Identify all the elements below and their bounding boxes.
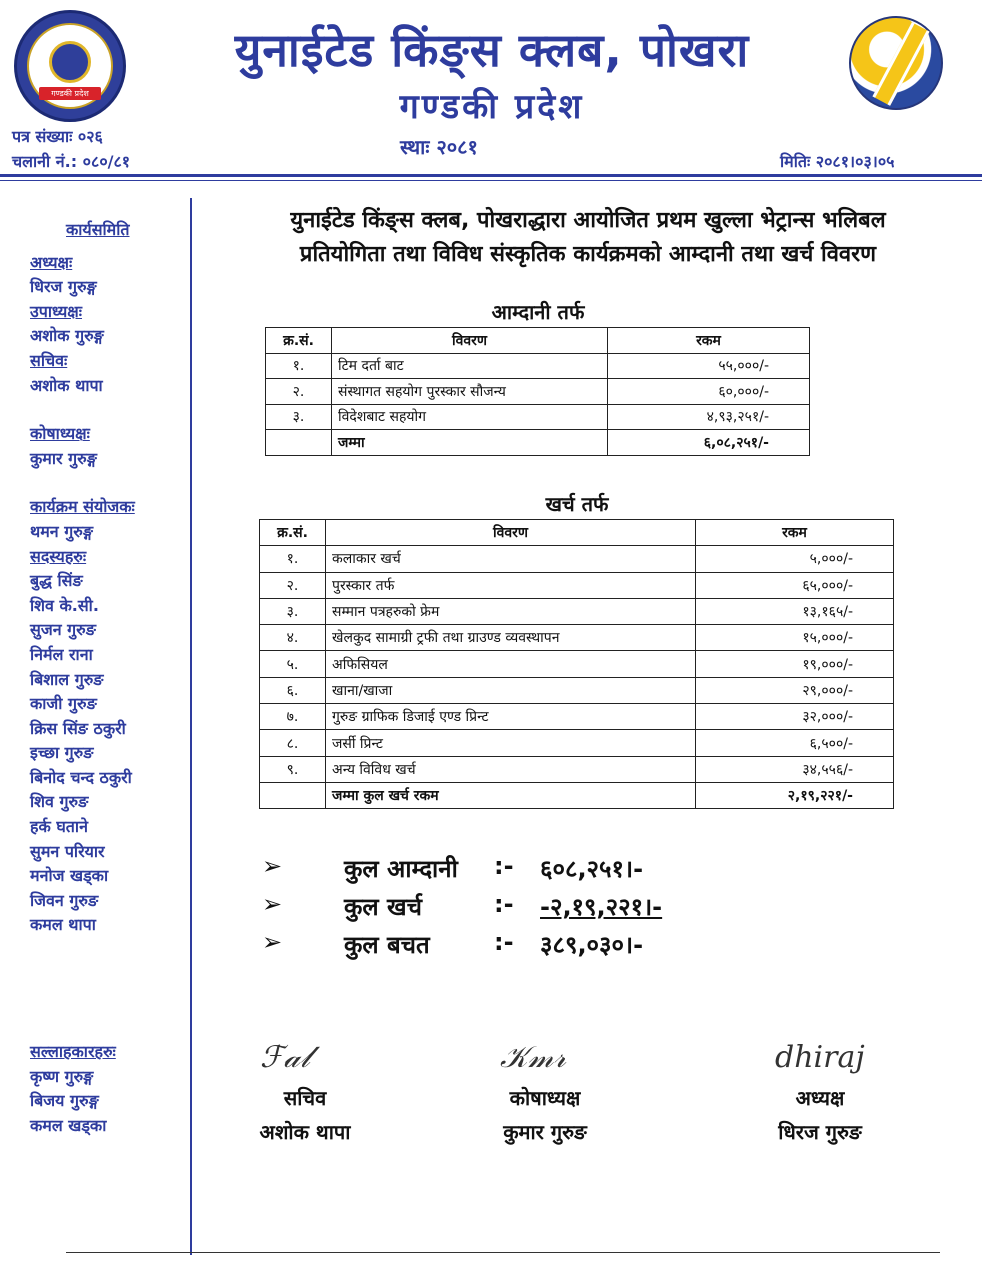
row-number: ८. [260, 730, 326, 756]
committee-member: अशोक थापा [30, 375, 103, 395]
committee-member: धिरज गुरुङ्ग [30, 277, 97, 297]
column-header: रकम [696, 520, 894, 546]
row-number: १. [260, 546, 326, 572]
committee-member: इच्छा गुरुङ [30, 743, 94, 763]
row-amount: २९,०००/- [696, 677, 894, 703]
income-title: आम्दानी तर्फ [491, 300, 585, 324]
row-number: १. [266, 353, 332, 379]
row-description: अन्य विविध खर्च [326, 756, 696, 782]
committee-heading: कार्यक्रम संयोजकः [30, 497, 135, 517]
total-row [266, 430, 810, 456]
row-description: खेलकुद सामाग्री ट्रफी तथा ग्राउण्ड व्यवस्थापन [326, 625, 696, 651]
committee-member: कुमार गुरुङ्ग [30, 448, 97, 468]
row-number: २. [260, 572, 326, 598]
total-empty-cell [260, 782, 326, 808]
row-number: ३. [260, 598, 326, 624]
total-summary-value: -२,१९,२२१।- [540, 893, 663, 921]
row-amount: ३४,५५६/- [696, 756, 894, 782]
province-name: गण्डकी प्रदेश [399, 87, 585, 127]
header-divider-thin [0, 180, 982, 181]
total-empty-cell [266, 430, 332, 456]
table-row [260, 756, 894, 782]
expense-table [259, 519, 894, 809]
committee-member: कमल थापा [30, 915, 96, 935]
signatory-name: कुमार गुरुङ [503, 1120, 587, 1144]
signature-scrawl: dhiraj [775, 1040, 865, 1075]
total-summary-label: कुल खर्च [344, 893, 422, 921]
logo-emblem-icon [49, 41, 91, 83]
row-number: ६. [260, 677, 326, 703]
letter-number: पत्र संख्याः ०२६ [12, 127, 103, 146]
committee-member: मनोज खड्का [30, 866, 109, 886]
club-logo [14, 10, 126, 122]
row-description: टिम दर्ता बाट [332, 353, 608, 379]
total-summary-separator: :- [494, 928, 514, 956]
total-summary-row [262, 852, 722, 890]
committee-member: जिवन गुरुङ [30, 890, 99, 910]
committee-member: थमन गुरुङ्ग [30, 521, 93, 541]
committee-list [30, 218, 190, 938]
committee-member: सुमन परियार [30, 841, 105, 861]
row-amount: ३२,०००/- [696, 704, 894, 730]
total-summary-separator: :- [494, 852, 514, 880]
row-amount: ५,०००/- [696, 546, 894, 572]
table-row [260, 546, 894, 572]
total-summary-value: ६०८,२५१।- [540, 855, 644, 883]
logo-banner: गण्डकी प्रदेश [39, 87, 101, 100]
committee-member: बिनोद चन्द ठकुरी [30, 767, 132, 787]
row-amount: ६५,०००/- [696, 572, 894, 598]
income-table [265, 327, 810, 456]
committee-member: अशोक गुरुङ्ग [30, 326, 104, 346]
committee-heading: कोषाध्यक्षः [30, 424, 90, 444]
committee-member: निर्मल राना [30, 644, 93, 664]
row-amount: ६,५००/- [696, 730, 894, 756]
report-heading [208, 204, 968, 272]
column-header: विवरण [332, 328, 608, 354]
row-description: खाना/खाजा [326, 677, 696, 703]
volleyball-icon [849, 16, 943, 110]
row-number: ९. [260, 756, 326, 782]
column-header: क्र.सं. [266, 328, 332, 354]
committee-member: बिजय गुरुङ्ग [30, 1091, 99, 1111]
total-summary-value: ३८९,०३०।- [540, 931, 644, 959]
committee-heading: कार्यसमिति [66, 220, 130, 239]
table-row [266, 379, 810, 405]
row-number: ३. [266, 404, 332, 430]
total-label: जम्मा [332, 430, 608, 456]
total-summary-separator: :- [494, 890, 514, 918]
committee-member: काजी गुरुङ [30, 694, 97, 714]
signatory-name: अशोक थापा [259, 1120, 351, 1144]
advisors-list [30, 1040, 190, 1138]
totals-summary [262, 852, 722, 966]
total-row [260, 782, 894, 808]
signatory-name: धिरज गुरुङ [778, 1120, 862, 1144]
row-description: सम्मान पत्रहरुको फ्रेम [326, 598, 696, 624]
established-year: स्थाः २०८१ [400, 135, 478, 159]
row-amount: १३,१६५/- [696, 598, 894, 624]
row-amount: ६०,०००/- [608, 379, 810, 405]
row-description: संस्थागत सहयोग पुरस्कार सौजन्य [332, 379, 608, 405]
committee-member: कमल खड्का [30, 1115, 107, 1135]
committee-member: कृष्ण गुरुङ्ग [30, 1066, 94, 1086]
table-row [260, 651, 894, 677]
committee-heading: सदस्यहरुः [30, 546, 87, 566]
column-header: क्र.सं. [260, 520, 326, 546]
table-row [260, 598, 894, 624]
letter-date: मितिः २०८१।०३।०५ [780, 152, 895, 171]
row-number: २. [266, 379, 332, 405]
row-amount: ४,९३,२५१/- [608, 404, 810, 430]
table-row [266, 404, 810, 430]
arrow-icon: ➢ [262, 890, 283, 918]
row-amount: ५५,०००/- [608, 353, 810, 379]
row-description: विदेशबाट सहयोग [332, 404, 608, 430]
column-header: विवरण [326, 520, 696, 546]
arrow-icon: ➢ [262, 852, 283, 880]
footer-divider [66, 1252, 940, 1253]
total-summary-label: कुल बचत [344, 931, 430, 959]
signatory-title: कोषाध्यक्ष [509, 1086, 581, 1110]
row-description: पुरस्कार तर्फ [326, 572, 696, 598]
table-row [260, 730, 894, 756]
column-header: रकम [608, 328, 810, 354]
row-amount: १९,०००/- [696, 651, 894, 677]
logo-ring [27, 23, 113, 109]
committee-member: शिव गुरुङ [30, 792, 89, 812]
income-header-row [266, 328, 810, 354]
row-number: ५. [260, 651, 326, 677]
header-divider [0, 174, 982, 177]
total-amount: ६,०८,२५१/- [608, 430, 810, 456]
row-description: अफिसियल [326, 651, 696, 677]
table-row [260, 677, 894, 703]
committee-heading: उपाध्यक्षः [30, 301, 83, 321]
committee-heading: अध्यक्षः [30, 252, 73, 272]
sidebar-divider [190, 198, 192, 1255]
dispatch-number: चलानी नं.: ०८०/८१ [12, 152, 131, 171]
committee-member: बुद्ध सिंङ [30, 571, 83, 591]
expense-title: खर्च तर्फ [545, 492, 609, 516]
row-description: जर्सी प्रिन्ट [326, 730, 696, 756]
table-row [266, 353, 810, 379]
total-summary-row [262, 890, 722, 928]
row-number: ४. [260, 625, 326, 651]
committee-heading: सल्लाहकारहरुः [30, 1042, 116, 1061]
signatory-title: सचिव [283, 1086, 327, 1110]
table-row [260, 704, 894, 730]
committee-member: क्रिस सिंङ ठकुरी [30, 718, 126, 738]
row-description: गुरुङ ग्राफिक डिजाई एण्ड प्रिन्ट [326, 704, 696, 730]
row-number: ७. [260, 704, 326, 730]
expense-header-row [260, 520, 894, 546]
committee-member: हर्क घताने [30, 817, 88, 837]
row-amount: १५,०००/- [696, 625, 894, 651]
row-description: कलाकार खर्च [326, 546, 696, 572]
total-summary-label: कुल आम्दानी [344, 855, 458, 883]
committee-member: बिशाल गुरुङ [30, 669, 104, 689]
total-summary-row [262, 928, 722, 966]
report-heading-line1: युनाईटेड किंङ्स क्लब, पोखराद्धारा आयोजित प्रथम खुल्ला भेट्रान्स भलिबल [290, 208, 886, 233]
committee-member: शिव के.सी. [30, 595, 99, 615]
total-label: जम्मा कुल खर्च रकम [326, 782, 696, 808]
table-row [260, 572, 894, 598]
signature-scrawl: 𝒦𝓂𝓇 [500, 1040, 566, 1075]
table-row [260, 625, 894, 651]
arrow-icon: ➢ [262, 928, 283, 956]
club-name: युनाईटेड किंङ्स क्लब, पोखरा [234, 23, 750, 77]
report-heading-line2: प्रतियोगिता तथा विविध संस्कृतिक कार्यक्रमको आम्दानी तथा खर्च विवरण [299, 242, 877, 267]
committee-heading: सचिवः [30, 350, 68, 370]
signature-scrawl: ℱ𝒶𝓁 [260, 1040, 311, 1075]
committee-member: सुजन गुरुङ [30, 620, 96, 640]
signatory-title: अध्यक्ष [795, 1086, 845, 1110]
total-amount: २,१९,२२१/- [696, 782, 894, 808]
